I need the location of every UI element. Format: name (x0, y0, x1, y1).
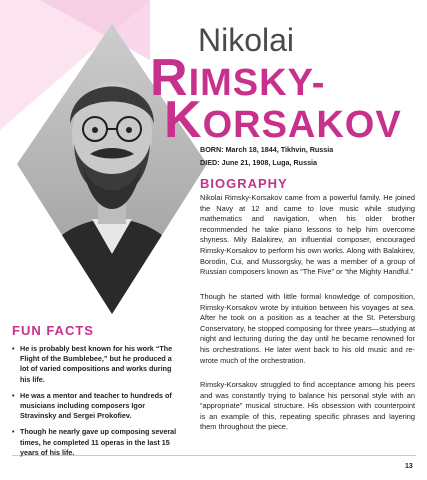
biography-text-1: Nikolai Rimsky-Korsakov came from a powerful family. He joined the Navy at 12 and came to love music while studying mathematics and navigation, when his older brother recommended he take piano lessons to help him overcome shyness. Mily Balakirev, an influential composer, encouraged Rimsky-Korsakov to perform his own works. Along with Balakirev, Borodin, Cui, and Mussorgsky, he was a member of a group of Russian composers known as “The Five” or “the Mighty Handful.” (200, 193, 415, 277)
biography-text-3: Rimsky-Korsakov struggled to find acceptance among his peers and was constantly trying to balance his personal style with an “appropriate” musical structure. His obsession with counterpoint is an example of this, repeating specific phrases and layering them throughout the piece. (200, 380, 415, 432)
fun-fact-text-3: Though he nearly gave up composing several times, he completed 11 operas in the last 15 years of his life. (20, 427, 177, 457)
biography-paragraph-1 (200, 193, 415, 278)
biography-text-2: Though he started with little formal knowledge of composition, Rimsky-Korsakov wrote by intuition between his voyages at sea. After he took on a position as a teacher at the St. Petersburg Conservatory, he stopped composing for three years—studying at night and lecturing during the day until he became renowned for his orchestrations. He later went back to his old music and re-wrote much of the orchestration. (200, 292, 415, 365)
fun-fact-item (12, 344, 177, 385)
footer-divider (12, 455, 416, 456)
born-label: BORN: (200, 145, 224, 154)
died-fact (200, 158, 317, 168)
page-number: 13 (405, 463, 413, 470)
bullet-icon: • (12, 427, 15, 437)
fun-fact-item (12, 391, 177, 422)
bullet-icon: • (12, 344, 15, 353)
biography-heading: BIOGRAPHY (200, 176, 288, 191)
born-value: March 18, 1844, Tikhvin, Russia (225, 145, 334, 154)
surname-line-1-initial: R (150, 49, 189, 107)
biography-paragraph-3 (200, 380, 415, 433)
surname-line-1-rest: IMSKY- (188, 62, 326, 104)
born-fact (200, 145, 333, 155)
surname-line-2-rest: ORSAKOV (202, 104, 402, 146)
fun-fact-item (12, 427, 177, 458)
biography-paragraph-2 (200, 292, 415, 366)
died-label: DIED: (200, 158, 220, 167)
bullet-icon: • (12, 390, 15, 400)
fun-fact-text-2: He was a mentor and teacher to hundreds of musicians including composers Igor Stravinsky and Sergei Prokofiev. (20, 390, 172, 421)
surname-line-2 (164, 91, 402, 149)
surname-line-2-initial: K (164, 91, 203, 149)
fun-fact-text-1: He is probably best known for his work “The Flight of the Bumblebee,” but he produced a lot of varied compositions and works during his life. (20, 344, 173, 384)
fun-facts-list (12, 344, 177, 464)
fun-facts-heading: FUN FACTS (12, 323, 94, 338)
first-name: Nikolai (198, 22, 295, 58)
died-value: June 21, 1908, Luga, Russia (221, 158, 318, 167)
